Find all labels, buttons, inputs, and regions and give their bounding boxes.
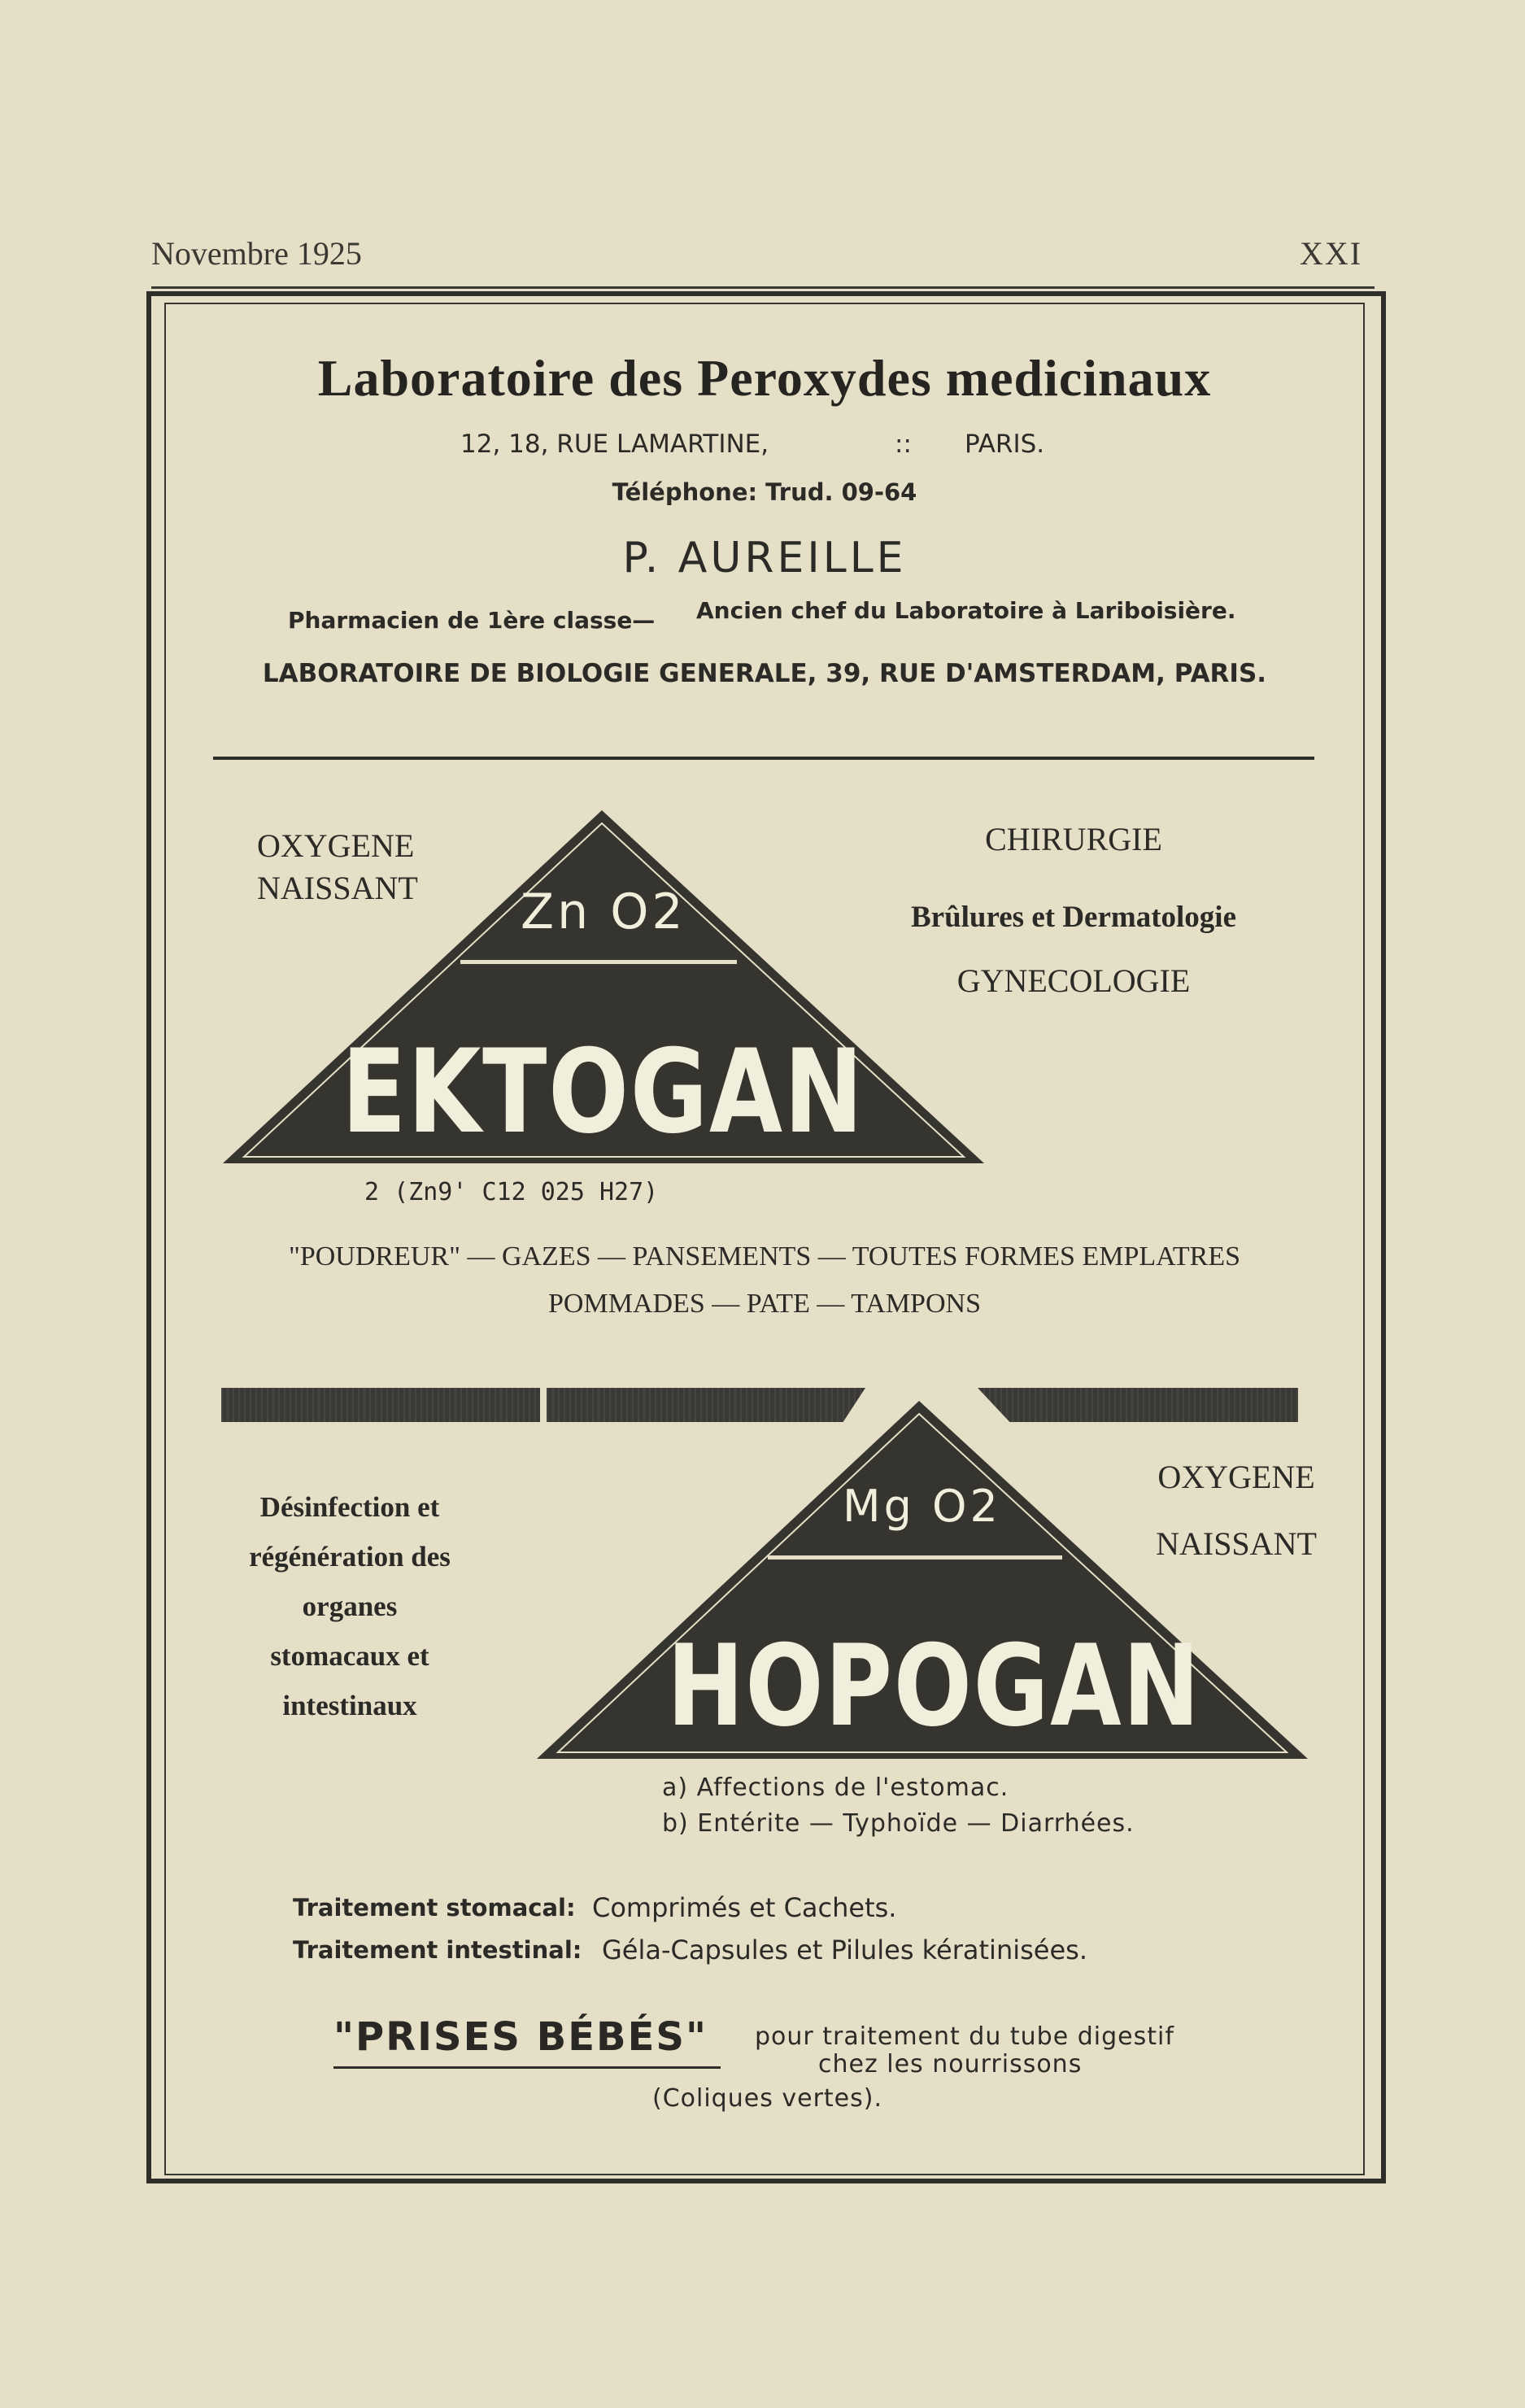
treatment-stomacal-value: Comprimés et Cachets.: [592, 1892, 897, 1923]
biology-lab: LABORATOIRE DE BIOLOGIE GENERALE, 39, RUE D'AMSTERDAM, PARIS.: [262, 659, 1267, 688]
treatment-intestinal-label: Traitement intestinal:: [293, 1936, 582, 1964]
ektogan-forms-2: POMMADES — PATE — TAMPONS: [548, 1289, 981, 1319]
hopogan-intestinaux: intestinaux: [282, 1690, 417, 1721]
prises-bebes-underline: [333, 2066, 721, 2069]
lab-phone: Téléphone: Trud. 09-64: [612, 478, 917, 506]
ektogan-formula-top: Zn O2: [521, 883, 686, 940]
lab-city: PARIS.: [965, 430, 1045, 459]
ektogan-brand: EKTOGAN: [342, 1025, 865, 1159]
hopogan-bar-left: [221, 1388, 540, 1422]
prises-line-2: chez les nourrissons: [818, 2050, 1083, 2079]
prises-bebes-title: "PRISES BÉBÉS": [333, 2014, 708, 2060]
hopogan-left-text: [195, 1482, 504, 1730]
treatment-stomacal-label: Traitement stomacal:: [293, 1894, 576, 1922]
hopogan-stomacaux: stomacaux et: [270, 1640, 429, 1672]
ektogan-gynecologie: GYNECOLOGIE: [956, 962, 1191, 999]
issue-date: Novembre 1925: [151, 235, 362, 272]
hopogan-brand: HOPOGAN: [667, 1621, 1201, 1751]
hopogan-formula-top: Mg O2: [843, 1481, 1001, 1532]
hopogan-desinfection: Désinfection et: [259, 1491, 440, 1523]
lab-title: Laboratoire des Peroxydes medicinaux: [317, 349, 1212, 407]
prises-line-3: (Coliques vertes).: [652, 2084, 882, 2113]
qualification-2: Ancien chef du Laboratoire à Lariboisière.: [696, 597, 1236, 624]
hopogan-naissant: NAISSANT: [1156, 1525, 1317, 1562]
ektogan-formula-bottom: 2 (Zn9' C12 025 H27): [364, 1178, 659, 1206]
treatment-intestinal-value: Géla-Capsules et Pilules kératinisées.: [602, 1935, 1087, 1965]
section-divider: [213, 757, 1314, 760]
ektogan-naissant: NAISSANT: [257, 870, 418, 906]
prises-line-1: pour traitement du tube digestif: [755, 2022, 1174, 2051]
hopogan-organes: organes: [302, 1590, 398, 1622]
ektogan-forms-1: "POUDREUR" — GAZES — PANSEMENTS — TOUTES FORMES EMPLATRES: [288, 1241, 1241, 1272]
ektogan-oxygene: OXYGENE: [257, 827, 415, 864]
header-rule: [151, 286, 1375, 289]
hopogan-indication-a: a) Affections de l'estomac.: [662, 1773, 1009, 1802]
lab-address: 12, 18, RUE LAMARTINE,: [460, 430, 769, 459]
ektogan-chirurgie: CHIRURGIE: [985, 821, 1162, 857]
hopogan-regeneration: régénération des: [249, 1541, 451, 1573]
hopogan-indication-b: b) Entérite — Typhoïde — Diarrhées.: [662, 1809, 1135, 1838]
address-separator: ::: [895, 430, 912, 459]
page-number: XXI: [1300, 235, 1363, 272]
hopogan-oxygene: OXYGENE: [1157, 1459, 1315, 1495]
pharmacist-name: P. AUREILLE: [622, 534, 907, 582]
qualification-1: Pharmacien de 1ère classe—: [288, 607, 656, 634]
ektogan-dermatologie: Brûlures et Dermatologie: [910, 901, 1237, 934]
